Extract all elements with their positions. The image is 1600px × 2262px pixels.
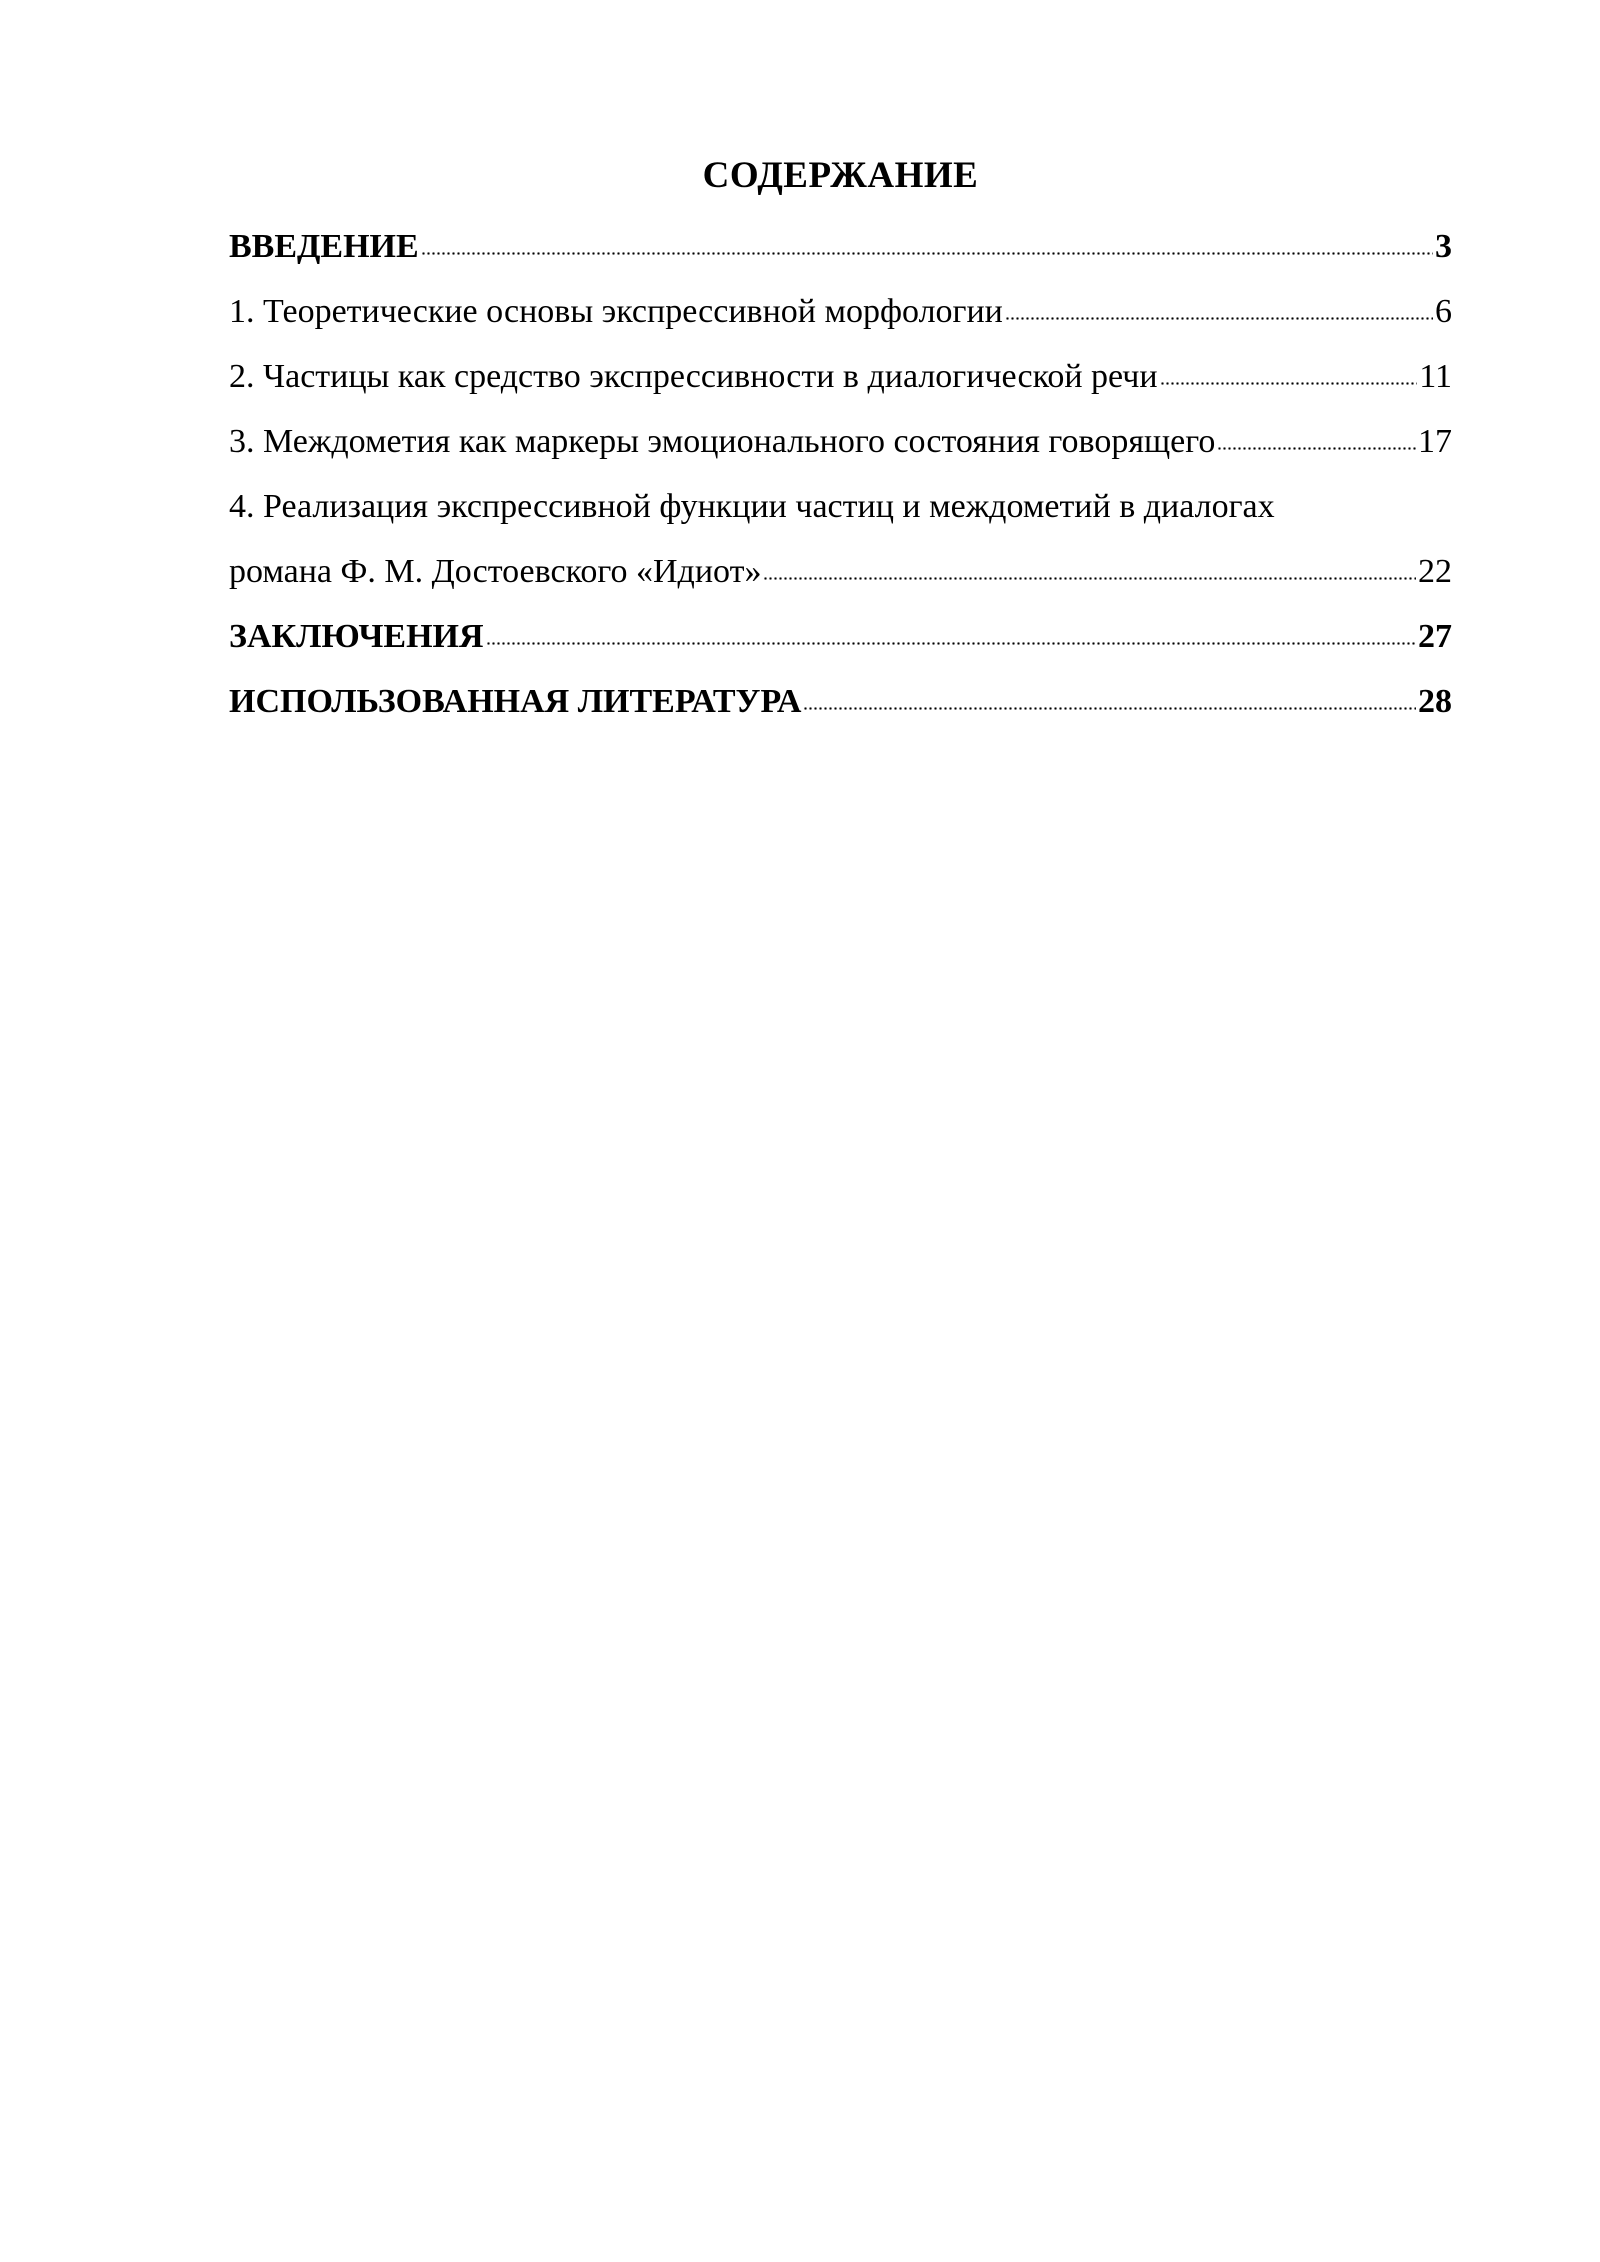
toc-entry-conclusion[interactable] — [229, 604, 1452, 669]
toc-entry-label: 3. Междометия как маркеры эмоционального состояния говорящего — [229, 423, 1216, 460]
toc-entry-chapter-1[interactable] — [229, 279, 1452, 344]
toc-page-number: 6 — [1435, 293, 1452, 330]
toc-entry-references[interactable] — [229, 669, 1452, 734]
toc-page-number: 17 — [1418, 423, 1452, 460]
toc-page-number: 3 — [1435, 228, 1452, 265]
toc-page-number: 27 — [1418, 618, 1452, 655]
toc-entry-label-line-2: романа Ф. М. Достоевского «Идиот» — [229, 553, 762, 590]
toc-entry-label: ВВЕДЕНИЕ — [229, 228, 419, 265]
dot-leader — [486, 642, 1416, 645]
toc-title: СОДЕРЖАНИЕ — [702, 155, 979, 196]
toc-entry-label: ЗАКЛЮЧЕНИЯ — [229, 618, 484, 655]
dot-leader — [1217, 447, 1416, 450]
toc-page-number: 28 — [1418, 683, 1452, 720]
toc-entry-label: 1. Теоретические основы экспрессивной морфологии — [229, 293, 1003, 330]
toc-entry-chapter-2[interactable] — [229, 344, 1452, 409]
dot-leader — [421, 252, 1433, 255]
toc-entry-label: 2. Частицы как средство экспрессивности в диалогической речи — [229, 358, 1158, 395]
toc-list — [229, 214, 1452, 734]
toc-page-number: 22 — [1418, 553, 1452, 590]
toc-entry-label-line-1: 4. Реализация экспрессивной функции частиц и междометий в диалогах — [229, 488, 1275, 525]
dot-leader — [1160, 382, 1418, 385]
toc-entry-introduction[interactable] — [229, 214, 1452, 279]
toc-entry-chapter-4[interactable] — [229, 474, 1452, 604]
dot-leader — [1005, 317, 1433, 320]
toc-entry-label: ИСПОЛЬЗОВАННАЯ ЛИТЕРАТУРА — [229, 683, 802, 720]
dot-leader — [763, 577, 1416, 580]
toc-entry-chapter-3[interactable] — [229, 409, 1452, 474]
table-of-contents — [229, 148, 1452, 734]
toc-page-number: 11 — [1419, 358, 1452, 395]
dot-leader — [803, 707, 1416, 710]
